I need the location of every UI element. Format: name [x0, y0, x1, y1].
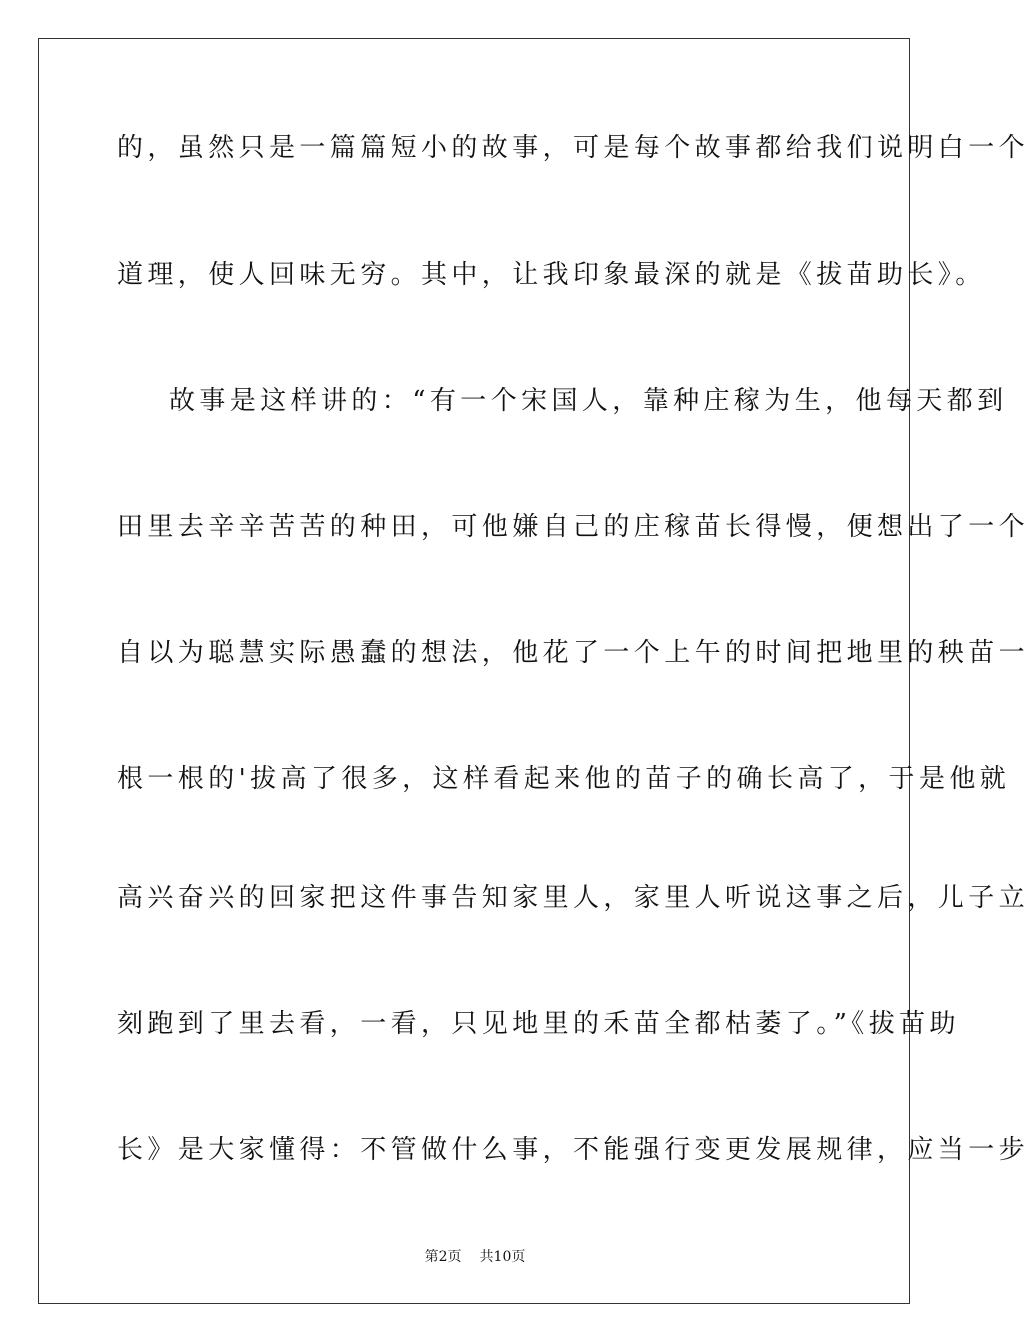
body-text-line: 的，虽然只是一篇篇短小的故事，可是每个故事都给我们说明白一个: [117, 133, 1029, 163]
body-text-line: 根一根的'拔高了很多，这样看起来他的苗子的确长高了，于是他就: [117, 764, 1011, 794]
page-number: 第2页: [424, 1249, 462, 1265]
body-text-line: 高兴奋兴的回家把这件事告知家里人，家里人听说这事之后，儿子立: [117, 883, 1029, 913]
body-text-line: 长》是大家懂得：不管做什么事，不能强行变更发展规律，应当一步: [117, 1135, 1029, 1165]
page-border: [38, 38, 1029, 1304]
body-text-line: 自以为聪慧实际愚蠢的想法，他花了一个上午的时间把地里的秧苗一: [117, 638, 1029, 668]
page-total: 共10页: [479, 1249, 526, 1265]
page-footer: [0, 1248, 950, 1266]
body-text-line: 道理，使人回味无穷。其中，让我印象最深的就是《拔苗助长》。: [117, 260, 986, 290]
body-text-line: 田里去辛辛苦苦的种田，可他嫌自己的庄稼苗长得慢，便想出了一个: [117, 512, 1029, 542]
paragraph-first-line: 故事是这样讲的：“有一个宋国人，靠种庄稼为生，他每天都到: [169, 386, 1008, 416]
body-text-line: 刻跑到了里去看，一看，只见地里的禾苗全都枯萎了。”《拔苗助: [117, 1009, 960, 1039]
